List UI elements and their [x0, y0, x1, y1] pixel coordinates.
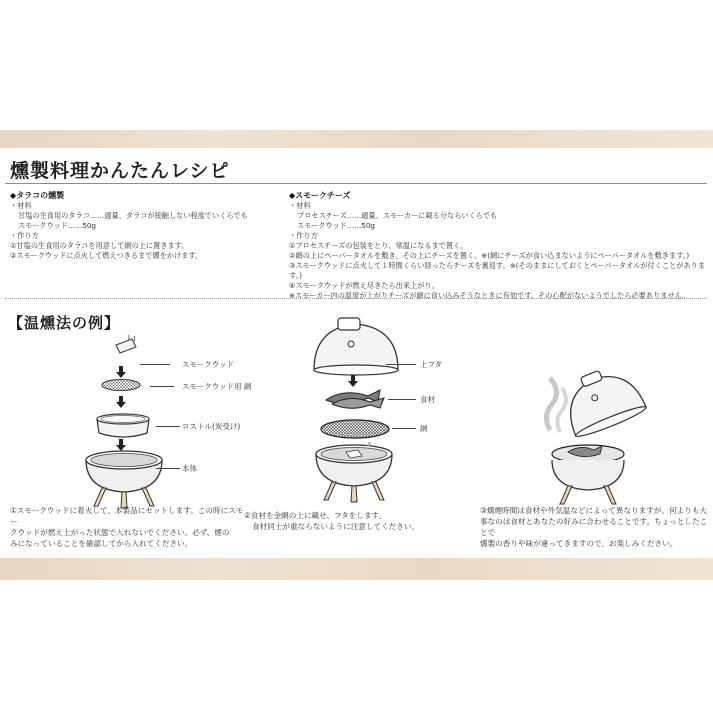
step-line: ②網の上にペーパータオルを敷き、その上にチーズを置く。※(網にチーズが食い込まないようにペーパータオルを敷きます。): [289, 251, 690, 260]
step-line: ①プロセスチーズの包装をとり、常温になるまで置く。: [289, 241, 468, 250]
section-title: 【温燻法の例】: [8, 314, 121, 332]
wood-net-icon: [100, 378, 142, 392]
part-label: 本体: [182, 464, 197, 473]
steps-label: ・作り方: [10, 231, 39, 240]
part-label: ロストル(炭受け): [182, 422, 241, 431]
step-line: ④スモークウッドが燃え尽きたら出来上がり。: [289, 281, 439, 290]
step-line: ②スモークウッドに点火して燃えつきるまで燻をかけます。: [10, 251, 203, 260]
materials-label: ・材料: [10, 201, 32, 210]
leader-line: [156, 426, 180, 427]
recipe-heading: ◆スモークチーズ: [289, 191, 351, 200]
caption-step-1: [10, 505, 250, 549]
leader-line: [388, 399, 416, 400]
caption-line: 燻製の香りや味が違ってきますので、お楽しみください。: [480, 539, 678, 548]
leader-line: [140, 364, 170, 365]
leader-line: [392, 428, 416, 429]
part-label: スモークウッド用 網: [182, 382, 252, 391]
rostle-icon: [94, 411, 152, 441]
caption-step-2: [244, 510, 474, 532]
material-line: 甘塩の生食用のタラコ……適量、タラコが接触しない程度でいくらでも: [18, 211, 248, 220]
caption-line: 事なのは食材とあなたの好みに合わせることです。ちょっとしたことで: [480, 517, 708, 537]
caption-line: クウッドが燃え上がった状態で入れないでください。必ず、煙の: [10, 528, 230, 537]
grill-body-icon: [310, 442, 400, 504]
step-line: ③スモークウッドに点火して１時間くらい経ったらチーズを裏返す。※(そのままにしておくとペーパータオルが付くことがあります。): [289, 261, 706, 280]
title-divider: [5, 183, 707, 184]
section-divider: [5, 298, 707, 299]
recipe-cheese: [289, 190, 709, 301]
smoking-grill-icon: [530, 360, 650, 510]
step-line: ①甘塩の生食用のタラコを用意して網の上に置きます。: [10, 241, 189, 250]
leader-line: [386, 364, 416, 365]
part-label: スモークウッド: [182, 360, 235, 369]
grill-body-icon: [80, 448, 170, 510]
smoke-wood-icon: [88, 335, 183, 355]
material-line: スモークウッド……50g: [297, 221, 375, 230]
page-title: 燻製料理かんたんレシピ: [10, 160, 230, 182]
fish-icon: [322, 386, 388, 410]
grill-net-icon: [318, 418, 392, 440]
material-line: スモークウッド……50g: [18, 221, 96, 230]
part-label: 網: [420, 424, 428, 433]
lid-icon: [306, 314, 406, 378]
steps-label: ・作り方: [289, 231, 318, 240]
caption-line: ①スモークウッドに着火して、本製品にセットします。この時にスモー: [10, 506, 244, 526]
caption-line: ③燻煙時間は食材や外気温などによって異なりますが、何よりも大: [480, 506, 708, 515]
part-label: 食材: [420, 395, 435, 404]
caption-line: ②食材を金網の上に載せ、フタをします。: [244, 511, 387, 520]
leader-line: [150, 386, 174, 387]
caption-line: みになっていることを確認してから入れてください。: [10, 539, 193, 548]
part-label: 上フタ: [420, 360, 442, 369]
step-note: ※スモーカー内の温度が上がりチーズが網に食い込みそうなときに有効です。その心配がないようでしたら必要ありません。: [289, 291, 690, 300]
caption-step-3: [480, 505, 710, 549]
materials-label: ・材料: [289, 201, 311, 210]
caption-line: 食材同士が重ならないように注意してください。: [252, 522, 420, 531]
leader-line: [156, 468, 180, 469]
recipe-heading: ◆タラコの燻製: [10, 191, 65, 200]
material-line: プロセスチーズ……適量、スモーカーに載る分ならいくらでも: [297, 211, 498, 220]
